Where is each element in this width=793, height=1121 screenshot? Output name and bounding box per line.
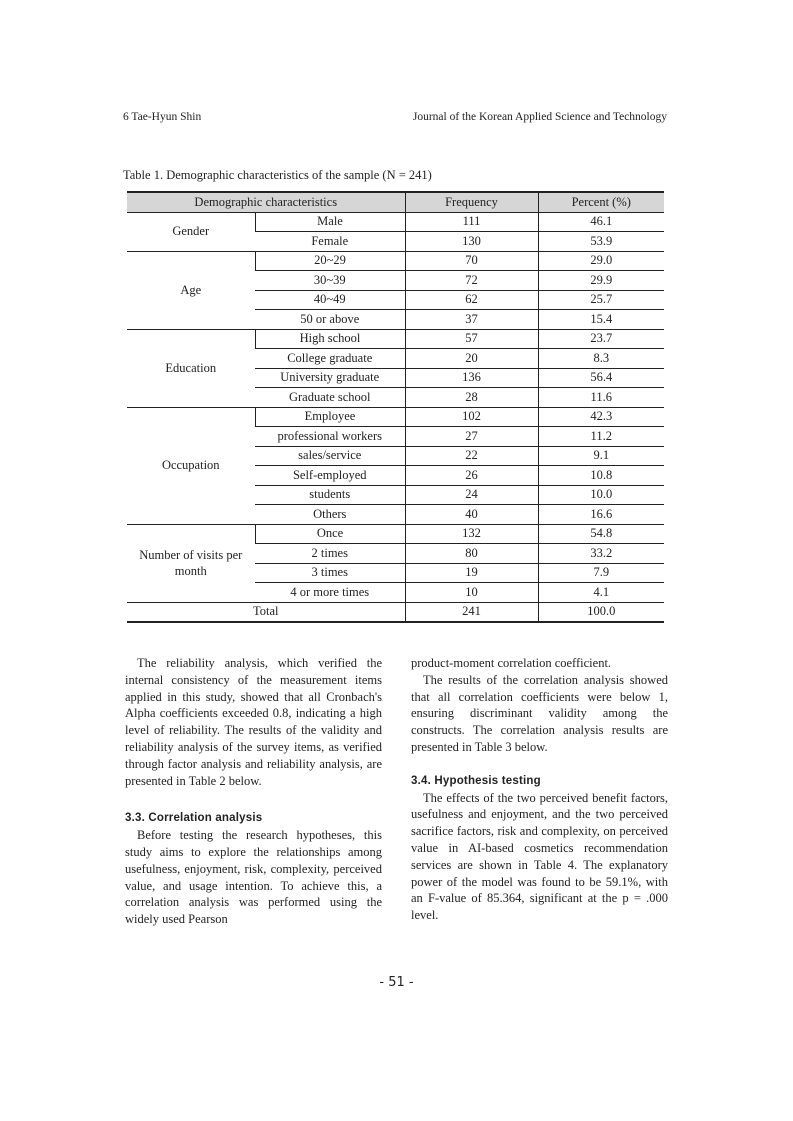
row-percent: 11.6 [538,388,664,408]
row-frequency: 72 [405,271,538,291]
header-percent: Percent (%) [538,192,664,212]
page-number: - 51 - [379,975,414,990]
row-item: 2 times [255,544,405,564]
row-percent: 23.7 [538,329,664,349]
row-percent: 53.9 [538,232,664,252]
row-frequency: 102 [405,407,538,427]
table-header-row [127,192,664,212]
row-frequency: 37 [405,310,538,330]
total-percent: 100.0 [538,602,664,622]
row-frequency: 24 [405,485,538,505]
right-column [411,655,668,924]
total-frequency: 241 [405,602,538,622]
row-frequency: 62 [405,290,538,310]
table-row [127,251,664,271]
row-item: University graduate [255,368,405,388]
total-row [127,602,664,622]
journal-title: Journal of the Korean Applied Science and Technology [412,111,667,123]
row-item: Employee [255,407,405,427]
row-percent: 46.1 [538,212,664,232]
row-item: 30~39 [255,271,405,291]
row-percent: 29.0 [538,251,664,271]
row-percent: 54.8 [538,524,664,544]
group-label: Occupation [127,407,255,524]
row-frequency: 130 [405,232,538,252]
row-frequency: 26 [405,466,538,486]
group-label: Gender [127,212,255,251]
table-caption: Table 1. Demographic characteristics of the sample (N = 241) [123,168,432,182]
row-frequency: 19 [405,563,538,583]
table-row [127,407,664,427]
row-frequency: 80 [405,544,538,564]
row-item: professional workers [255,427,405,447]
row-percent: 10.0 [538,485,664,505]
table-body [127,212,664,622]
row-percent: 15.4 [538,310,664,330]
paragraph-hypothesis: The effects of the two perceived benefit factors, usefulness and enjoyment, and the two perceived sacrifice factors, risk and complexity, on perceived value in AI-based cosmetics recommendation services are shown in Table 4. The explanatory power of the model was found to be 59.1%, with an F-value of 85.364, significant at the p = .000 level. [411,790,668,923]
paragraph-continued: product-moment correlation coefficient. [411,656,612,670]
section-heading-hypothesis: 3.4. Hypothesis testing [411,774,541,787]
paragraph-correlation-intro: Before testing the research hypotheses, this study aims to explore the relationships among usefulness, enjoyment, risk, complexity, perceived value, and usage intention. To achieve this, a correlation analysis was performed using the widely used Pearson [125,828,382,927]
row-item: students [255,485,405,505]
row-item: sales/service [255,446,405,466]
row-frequency: 70 [405,251,538,271]
row-frequency: 10 [405,583,538,603]
row-item: Female [255,232,405,252]
row-frequency: 57 [405,329,538,349]
row-item: Graduate school [255,388,405,408]
row-frequency: 28 [405,388,538,408]
page-author: 6 Tae-Hyun Shin [123,111,202,123]
paragraph-reliability: The reliability analysis, which verified the internal consistency of the measurement items applied in this study, showed that all Cronbach's Alpha coefficients exceeded 0.8, indicating a high level of reliability. The results of the validity and reliability analysis of the survey items, as verified through factor analysis and reliability analysis, are presented in Table 2 below. [125,656,382,788]
row-item: 3 times [255,563,405,583]
header-frequency: Frequency [405,192,538,212]
row-frequency: 136 [405,368,538,388]
row-percent: 56.4 [538,368,664,388]
row-item: 4 or more times [255,583,405,603]
table-row [127,524,664,544]
demographics-table [127,191,664,623]
total-label: Total [127,602,405,622]
section-heading-correlation: 3.3. Correlation analysis [125,812,263,825]
row-item: College graduate [255,349,405,369]
row-percent: 42.3 [538,407,664,427]
row-item: 50 or above [255,310,405,330]
row-percent: 33.2 [538,544,664,564]
row-item: 20~29 [255,251,405,271]
row-frequency: 27 [405,427,538,447]
row-frequency: 40 [405,505,538,525]
left-column [125,655,382,928]
row-percent: 29.9 [538,271,664,291]
row-item: Once [255,524,405,544]
row-percent: 11.2 [538,427,664,447]
row-percent: 16.6 [538,505,664,525]
header-characteristics: Demographic characteristics [127,192,405,212]
group-label: Age [127,251,255,329]
row-item: Male [255,212,405,232]
paragraph-correlation-results: The results of the correlation analysis showed that all correlation coefficients were below 1, ensuring discriminant validity among the constructs. The correlation analysis results are presented in Table 3 below. [411,672,668,754]
row-item: Self-employed [255,466,405,486]
row-percent: 10.8 [538,466,664,486]
row-percent: 25.7 [538,290,664,310]
row-frequency: 132 [405,524,538,544]
row-frequency: 111 [405,212,538,232]
row-percent: 4.1 [538,583,664,603]
row-item: High school [255,329,405,349]
row-percent: 9.1 [538,446,664,466]
row-item: 40~49 [255,290,405,310]
table-row [127,212,664,232]
row-item: Others [255,505,405,525]
row-percent: 7.9 [538,563,664,583]
group-label: Education [127,329,255,407]
table-row [127,329,664,349]
row-percent: 8.3 [538,349,664,369]
row-frequency: 22 [405,446,538,466]
row-frequency: 20 [405,349,538,369]
group-label: Number of visits per month [127,524,255,602]
